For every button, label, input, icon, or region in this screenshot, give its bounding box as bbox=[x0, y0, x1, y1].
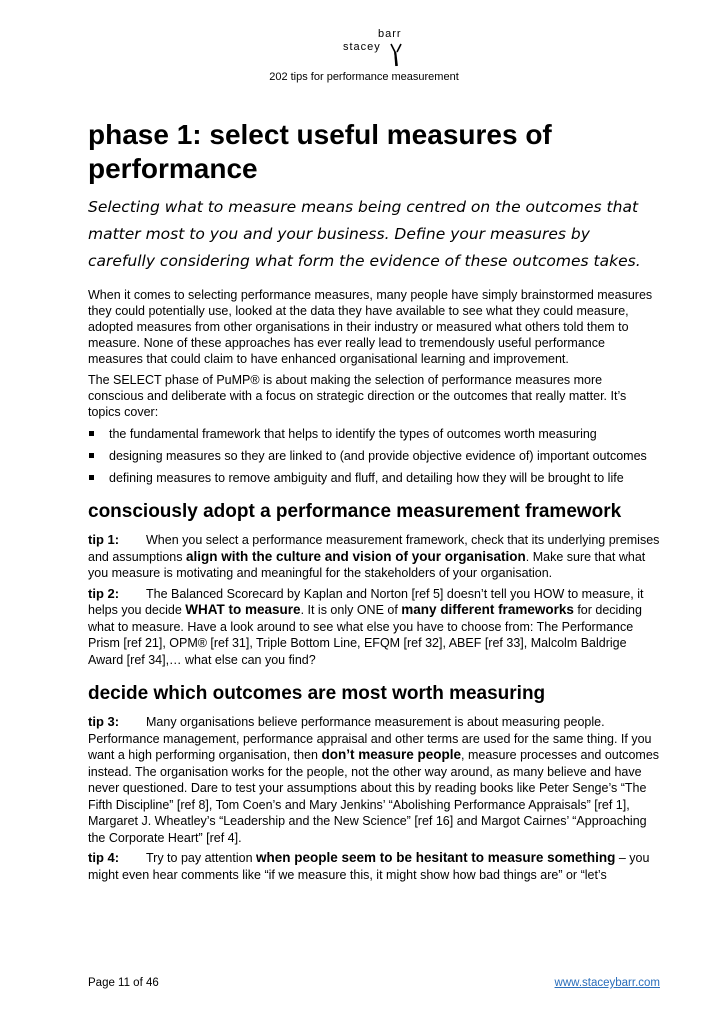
document-subtitle: 202 tips for performance measurement bbox=[269, 71, 459, 83]
intro-paragraph: Selecting what to measure means being centred on the outcomes that matter most to you and your business. Define your measures by carefully considering what form the evidence of these outcomes takes. bbox=[88, 198, 641, 270]
section-heading: decide which outcomes are most worth measuring bbox=[88, 683, 546, 704]
tip-emphasis: WHAT to measure bbox=[185, 602, 301, 617]
bullet-square-icon bbox=[89, 475, 94, 480]
list-item bbox=[88, 426, 660, 442]
tip-text: Many organisations believe performance measurement is about measuring people. Performance management, performance appraisal and other terms are used for the same thing. If you want a high performing organisation, then bbox=[88, 715, 652, 762]
tip-label: tip 1: bbox=[88, 532, 120, 547]
website-link[interactable]: www.staceybarr.com bbox=[554, 977, 660, 989]
tip-paragraph bbox=[88, 586, 660, 669]
tip-text: . Make sure that what you measure is motivating and meaningful for the stakeholders of your organisation. bbox=[88, 549, 646, 580]
tip-text: The Balanced Scorecard by Kaplan and Norton [ref 5] doesn’t tell you HOW to measure, it helps you decide bbox=[88, 586, 644, 617]
page-number: Page 11 of 46 bbox=[88, 977, 159, 989]
tip-text: , measure processes and outcomes instead. The organisation works for the people, not the other way around, as many believe and have never questioned. Dare to test your assumptions about this by reading books like Peter Senge’s “The Fifth Discipline” [ref 8], Tom Coen’s and Mary Jenkins’ “Abolishing Performance Appraisals” [ref 1], Margaret J. Wheatley’s “Leadership and the New Science” [ref 16] and Margot Cairnes’ “Approaching the Corporate Heart” [ref 4]. bbox=[88, 748, 660, 845]
tip-text: for deciding what to measure. Have a look around to see what else you have to choose from: The Performance Prism [ref 21], OPM® [ref 31], Triple Bottom Line, EFQM [ref 32], ABEF [ref 33], Malcolm Baldrige Award [ref 34],… what else can you find? bbox=[88, 603, 642, 667]
list-item-text: designing measures so they are linked to (and provide objective evidence of) important outcomes bbox=[109, 449, 647, 463]
tip-text: – you might even hear comments like “if we measure this, it might show how bad things are” or “let’s bbox=[88, 851, 650, 882]
tip-text: Try to pay attention bbox=[146, 851, 257, 865]
logo-word-barr: barr bbox=[378, 28, 402, 40]
tip-paragraph bbox=[88, 714, 660, 846]
bullet-square-icon bbox=[89, 453, 94, 458]
list-item-text: the fundamental framework that helps to identify the types of outcomes worth measuring bbox=[109, 427, 597, 441]
logo-figure-icon bbox=[390, 42, 402, 68]
tip-label: tip 4: bbox=[88, 850, 120, 865]
list-item-text: defining measures to remove ambiguity and fluff, and detailing how they will be brought to life bbox=[109, 471, 624, 485]
bullet-square-icon bbox=[89, 431, 94, 436]
main-content bbox=[88, 118, 660, 887]
list-item bbox=[88, 448, 660, 464]
body-paragraph: The SELECT phase of PuMP® is about making the selection of performance measures more conscious and deliberate with a focus on strategic direction or the outcomes that really matter. It’s topics cover: bbox=[88, 373, 627, 419]
page-footer bbox=[88, 977, 660, 989]
section-heading: consciously adopt a performance measurement framework bbox=[88, 501, 622, 522]
topics-list bbox=[88, 426, 660, 486]
list-item bbox=[88, 470, 660, 486]
tip-paragraph bbox=[88, 850, 660, 883]
tip-emphasis: don’t measure people bbox=[321, 747, 462, 762]
tip-text: When you select a performance measurement framework, check that its underlying premises and assumptions bbox=[88, 533, 660, 564]
logo-word-stacey: stacey bbox=[343, 41, 381, 53]
tip-label: tip 2: bbox=[88, 585, 120, 601]
tip-emphasis: many different frameworks bbox=[401, 602, 574, 617]
tip-emphasis: align with the culture and vision of your organisation bbox=[185, 548, 526, 564]
tip-emphasis: when people seem to be hesitant to measure something bbox=[256, 850, 616, 865]
tip-text: . It is only ONE of bbox=[300, 603, 402, 617]
tip-label: tip 3: bbox=[88, 714, 120, 729]
body-paragraph: When it comes to selecting performance measures, many people have simply brainstormed measures they could potentially use, looked at the data they have available to see what they could measure, adopted measures from other organisations in their industry or measured what others told them to measure. None of these approaches has ever really lead to tremendously useful performance measures that could claim to have enhanced organisational learning and improvement. bbox=[88, 288, 653, 366]
tip-paragraph bbox=[88, 532, 660, 582]
page-title: phase 1: select useful measures of performance bbox=[88, 119, 552, 184]
